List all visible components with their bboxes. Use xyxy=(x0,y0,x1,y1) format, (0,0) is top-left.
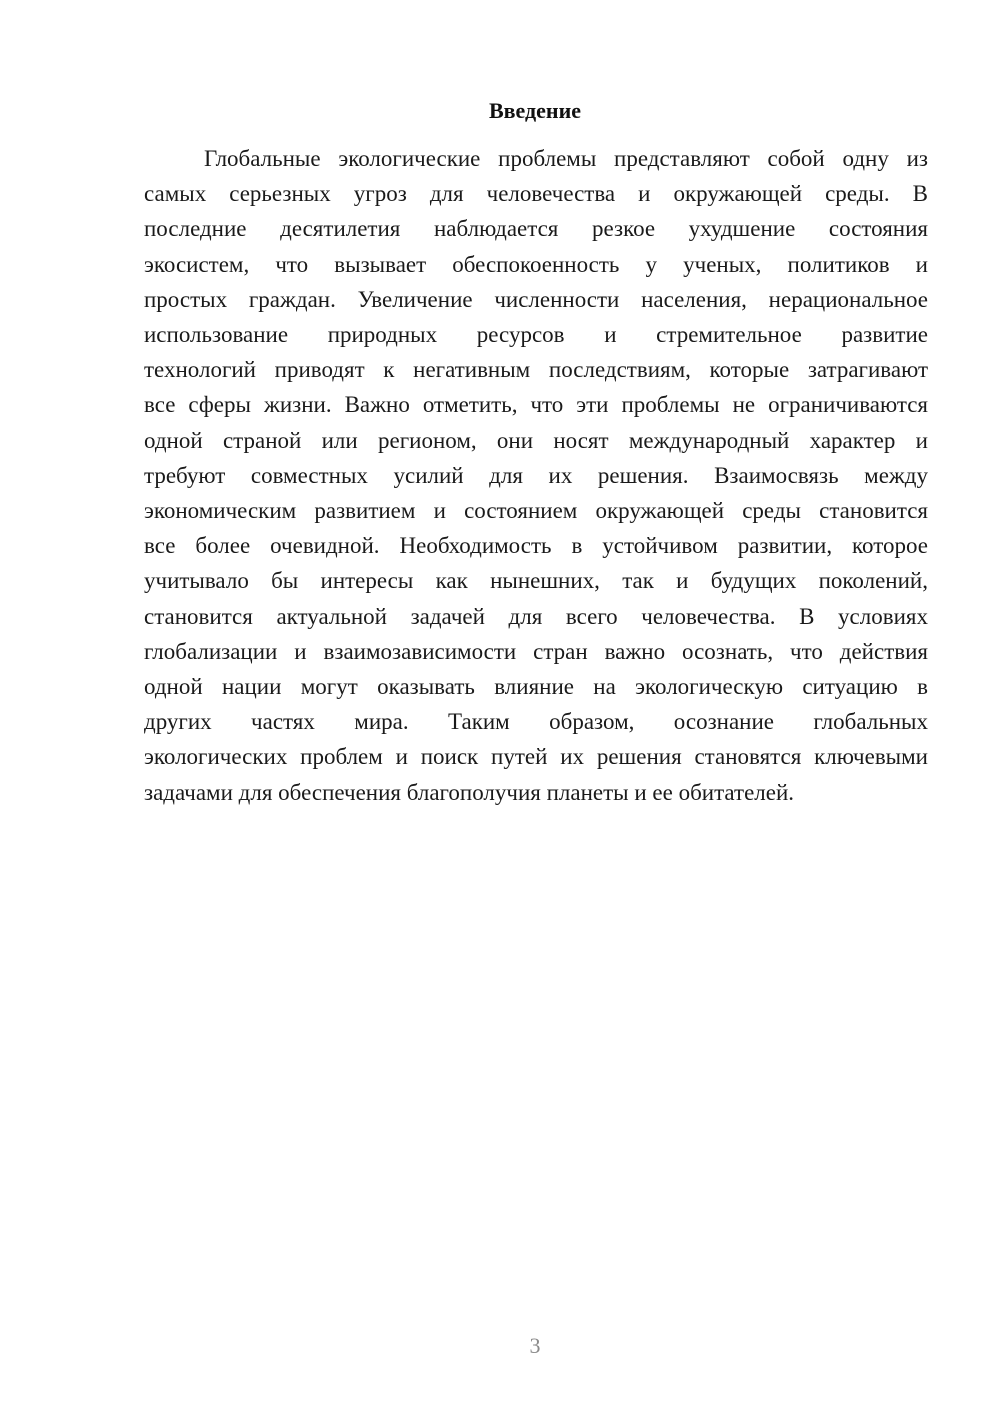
page-number: 3 xyxy=(529,1333,541,1358)
paragraph-line: экономическим развитием и состоянием окружающей среды становится xyxy=(144,498,928,524)
paragraph-line: использование природных ресурсов и стремительное развитие xyxy=(144,322,928,348)
section-heading: Введение xyxy=(488,98,582,123)
paragraph-line: технологий приводят к негативным последствиям, которые затрагивают xyxy=(144,357,928,383)
paragraph-line: все сферы жизни. Важно отметить, что эти проблемы не ограничиваются xyxy=(144,392,928,418)
paragraph-line: экосистем, что вызывает обеспокоенность у ученых, политиков и xyxy=(144,251,928,277)
paragraph-line: глобализации и взаимозависимости стран важно осознать, что действия xyxy=(144,638,928,664)
body-paragraph xyxy=(144,141,928,810)
paragraph-line: других частях мира. Таким образом, осознание глобальных xyxy=(144,709,928,735)
paragraph-line: учитывало бы интересы как нынешних, так и будущих поколений, xyxy=(144,568,928,594)
paragraph-line: одной страной или регионом, они носят международный характер и xyxy=(144,427,928,453)
paragraph-line: последние десятилетия наблюдается резкое ухудшение состояния xyxy=(144,216,928,242)
paragraph-line: все более очевидной. Необходимость в устойчивом развитии, которое xyxy=(144,533,928,559)
paragraph-line: экологических проблем и поиск путей их решения становятся ключевыми xyxy=(144,744,928,770)
paragraph-line: становится актуальной задачей для всего человечества. В условиях xyxy=(144,603,928,629)
paragraph-line: Глобальные экологические проблемы представляют собой одну из xyxy=(204,146,928,171)
paragraph-line: задачами для обеспечения благополучия планеты и ее обитателей. xyxy=(144,779,795,805)
paragraph-line: одной нации могут оказывать влияние на экологическую ситуацию в xyxy=(144,674,928,700)
paragraph-line: простых граждан. Увеличение численности населения, нерациональное xyxy=(144,286,928,312)
paragraph-line: самых серьезных угроз для человечества и окружающей среды. В xyxy=(144,181,928,207)
paragraph-line: требуют совместных усилий для их решения. Взаимосвязь между xyxy=(144,462,928,488)
